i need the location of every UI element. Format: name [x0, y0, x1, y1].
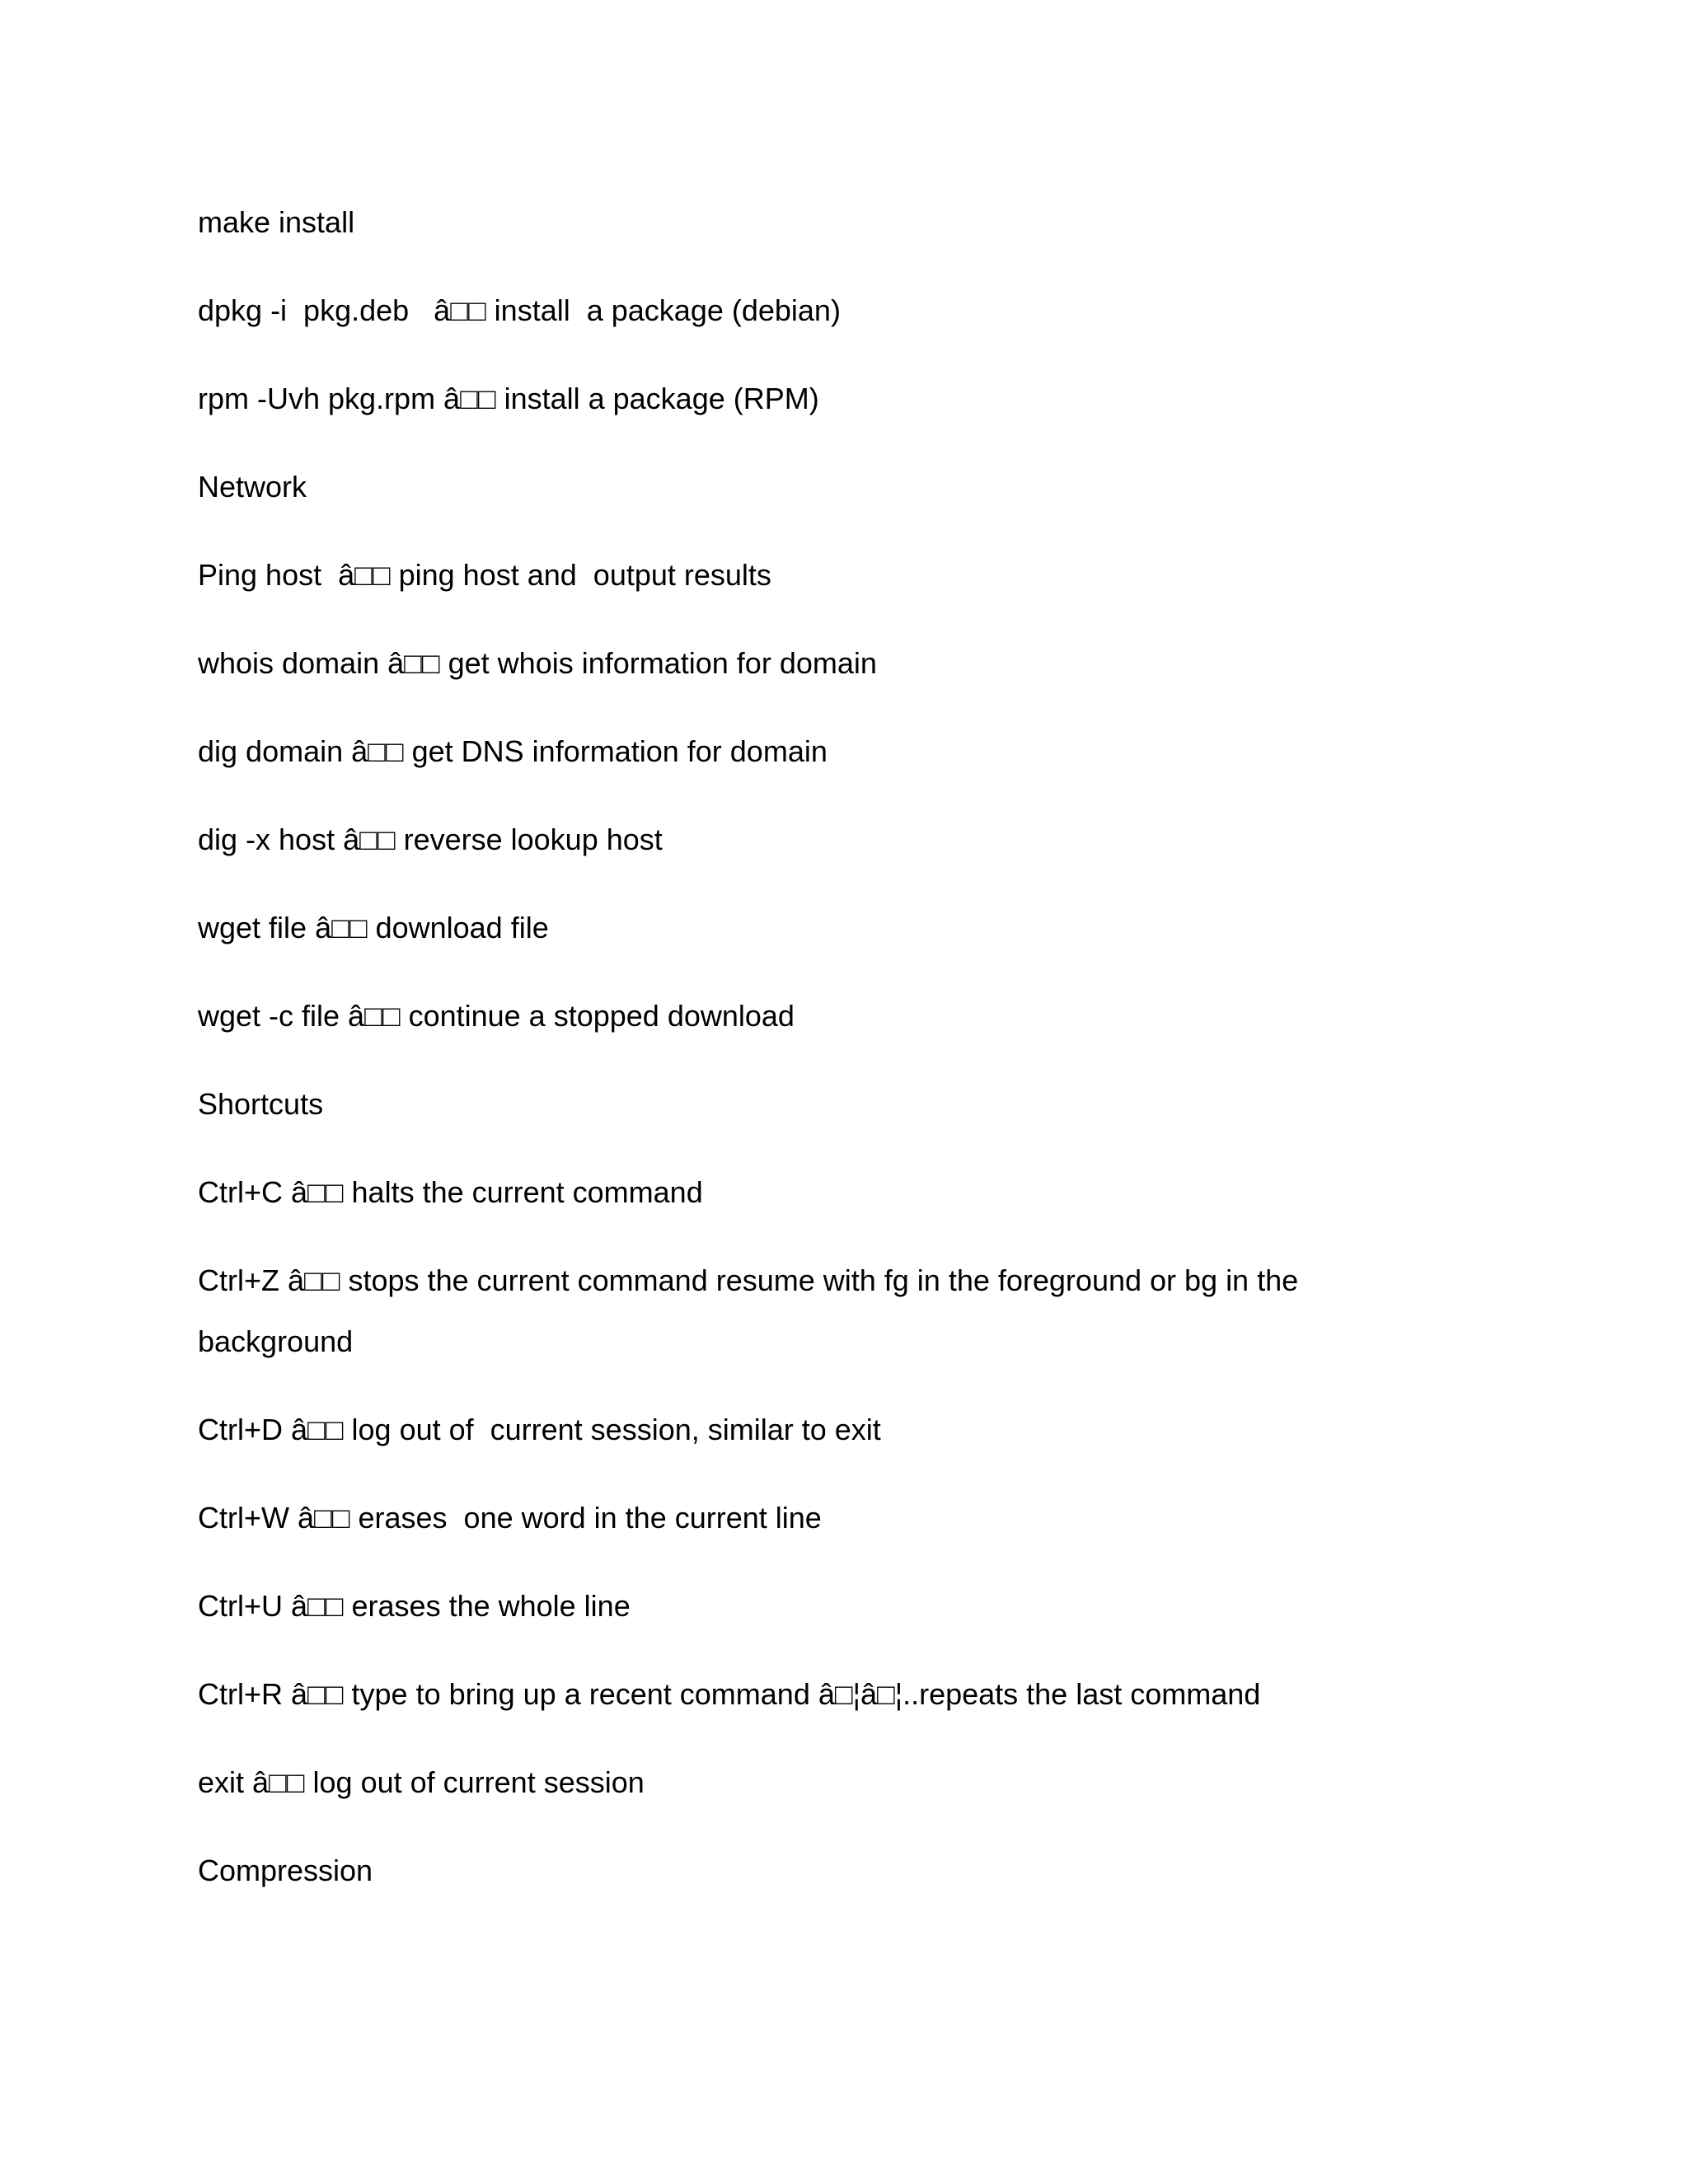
heading-compression: Compression: [198, 1854, 373, 1887]
document-body: [198, 203, 1434, 1939]
line-ping: Ping host â□□ ping host and output results: [198, 558, 771, 592]
line-exit: exit â□□ log out of current session: [198, 1765, 645, 1799]
line-ctrl-d: Ctrl+D â□□ log out of current session, similar to exit: [198, 1413, 881, 1446]
line-wget: wget file â□□ download file: [198, 911, 549, 944]
heading-network: Network: [198, 470, 307, 504]
line-dpkg: dpkg -i pkg.deb â□□ install a package (debian): [198, 293, 841, 327]
line-wget-c: wget -c file â□□ continue a stopped download: [198, 999, 795, 1033]
line-ctrl-u: Ctrl+U â□□ erases the whole line: [198, 1589, 631, 1623]
line-dig-domain: dig domain â□□ get DNS information for domain: [198, 734, 828, 768]
line-ctrl-w: Ctrl+W â□□ erases one word in the current line: [198, 1501, 822, 1535]
line-ctrl-z: Ctrl+Z â□□ stops the current command resume with fg in the foreground or bg in the background: [198, 1263, 1307, 1358]
line-ctrl-c: Ctrl+C â□□ halts the current command: [198, 1175, 703, 1209]
line-make-install: make install: [198, 205, 355, 239]
line-ctrl-r: Ctrl+R â□□ type to bring up a recent command â□¦â□¦..repeats the last command: [198, 1677, 1261, 1711]
line-dig-x: dig -x host â□□ reverse lookup host: [198, 823, 663, 856]
heading-shortcuts: Shortcuts: [198, 1087, 324, 1121]
line-rpm: rpm -Uvh pkg.rpm â□□ install a package (RPM): [198, 382, 819, 415]
line-whois: whois domain â□□ get whois information for domain: [198, 646, 877, 680]
